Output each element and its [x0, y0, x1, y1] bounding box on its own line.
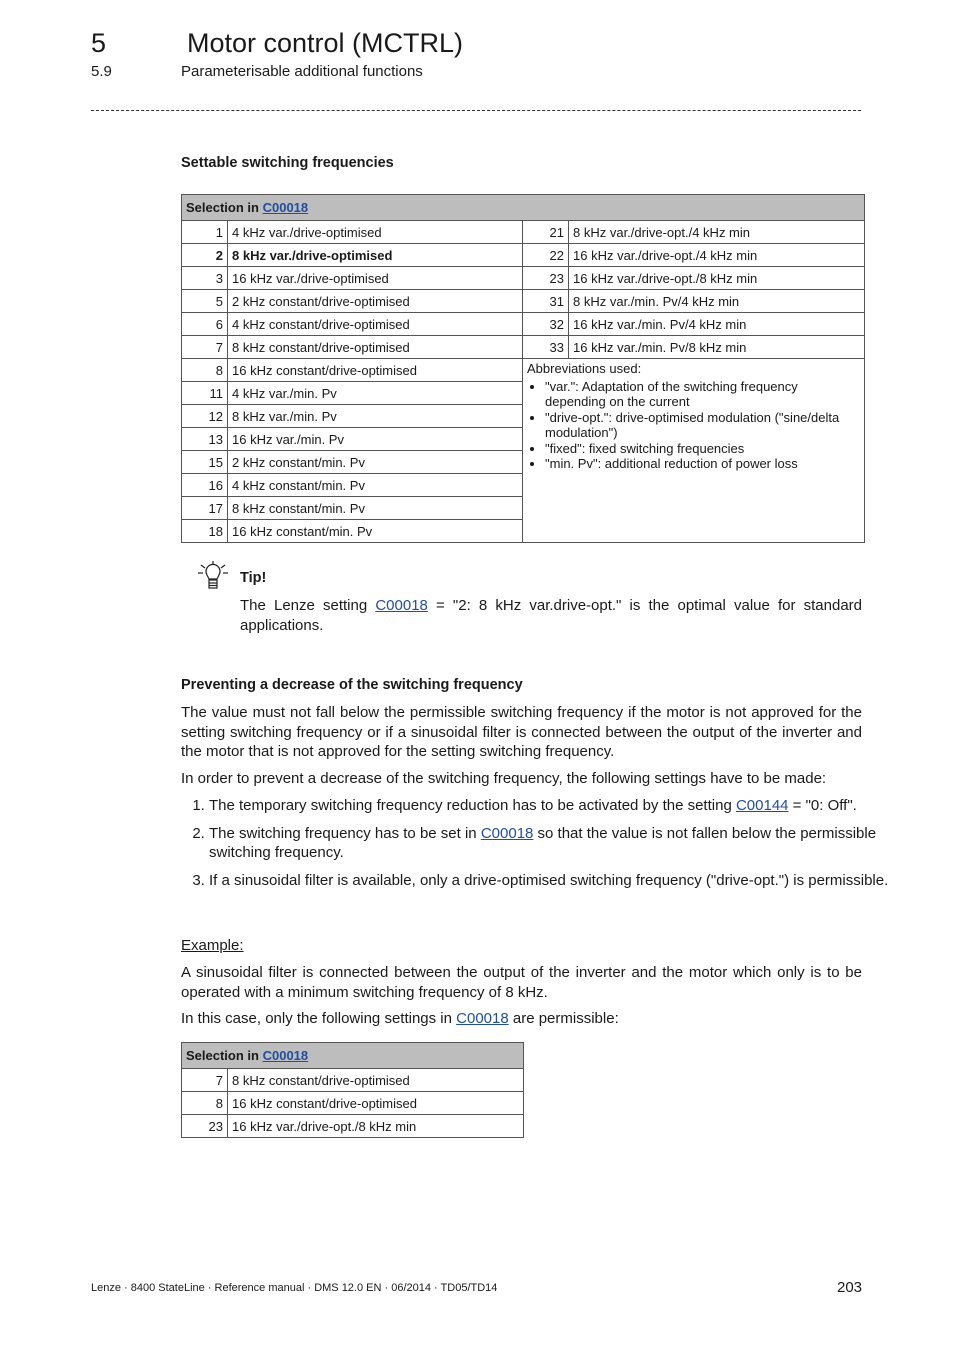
example-label: Example:: [181, 937, 244, 954]
row-description: 16 kHz constant/drive-optimised: [228, 1092, 524, 1115]
abbreviation-item: • "min. Pv": additional reduction of power loss: [545, 456, 860, 472]
table-row: [182, 1115, 524, 1138]
case-text: [181, 1009, 862, 1029]
row-number: 22: [523, 244, 569, 267]
row-description: 8 kHz var./min. Pv: [228, 405, 523, 428]
row-description: 16 kHz var./drive-opt./8 kHz min: [228, 1115, 524, 1138]
step-item: [209, 871, 889, 891]
section-title: Parameterisable additional functions: [181, 63, 423, 80]
row-number: 31: [523, 290, 569, 313]
row-number: 6: [182, 313, 228, 336]
lightbulb-icon: [196, 561, 232, 595]
permissible-header-label: Selection in: [186, 1048, 259, 1063]
row-description: 16 kHz var./drive-opt./8 kHz min: [569, 267, 865, 290]
table-row: [182, 267, 865, 290]
row-description: 16 kHz var./drive-optimised: [228, 267, 523, 290]
steps-list: [181, 796, 889, 898]
table-row: [182, 336, 865, 359]
abbreviation-item: • "fixed": fixed switching frequencies: [545, 441, 860, 457]
permissible-table-header: [182, 1043, 524, 1069]
case-text-before: In this case, only the following settings in: [181, 1010, 457, 1027]
row-description: 4 kHz constant/drive-optimised: [228, 313, 523, 336]
abbreviations-list: [527, 379, 860, 472]
step-item: [209, 796, 889, 816]
abbreviation-item: • "drive-opt.": drive-optimised modulation ("sine/delta modulation"): [545, 410, 860, 441]
table-row: [182, 1069, 524, 1092]
row-description: 16 kHz var./min. Pv/4 kHz min: [569, 313, 865, 336]
row-number: 1: [182, 221, 228, 244]
table-header-label: Selection in: [186, 200, 259, 215]
row-number: 2: [182, 244, 228, 267]
page-number: 203: [837, 1279, 863, 1296]
table-row: [182, 313, 865, 336]
row-number: 18: [182, 520, 228, 543]
row-number: 23: [182, 1115, 228, 1138]
row-description: 16 kHz var./min. Pv/8 kHz min: [569, 336, 865, 359]
tip-c00018-link[interactable]: C00018: [375, 597, 428, 614]
table-row: [182, 359, 865, 382]
row-number: 16: [182, 474, 228, 497]
row-number: 3: [182, 267, 228, 290]
step-parameter-link[interactable]: C00018: [480, 824, 534, 842]
row-number: 13: [182, 428, 228, 451]
table-row: [182, 1092, 524, 1115]
row-number: 7: [182, 1069, 228, 1092]
row-number: 21: [523, 221, 569, 244]
c00018-link[interactable]: C00018: [262, 200, 309, 215]
row-description: 4 kHz var./min. Pv: [228, 382, 523, 405]
chapter-title: Motor control (MCTRL): [187, 28, 464, 58]
row-description: 8 kHz constant/min. Pv: [228, 497, 523, 520]
step-text-after: = "0: Off".: [788, 797, 857, 814]
preventing-heading: Preventing a decrease of the switching frequency: [181, 677, 523, 693]
row-number: 23: [523, 267, 569, 290]
row-number: 8: [182, 1092, 228, 1115]
row-number: 12: [182, 405, 228, 428]
footer-text: Lenze · 8400 StateLine · Reference manual · DMS 12.0 EN · 06/2014 · TD05/TD14: [91, 1282, 498, 1294]
row-description: 16 kHz constant/min. Pv: [228, 520, 523, 543]
tip-text: [240, 596, 862, 635]
row-description: 8 kHz var./drive-opt./4 kHz min: [569, 221, 865, 244]
settable-heading: Settable switching frequencies: [181, 155, 394, 171]
row-description: 16 kHz constant/drive-optimised: [228, 359, 523, 382]
abbreviations-title: Abbreviations used:: [527, 361, 642, 376]
row-number: 11: [182, 382, 228, 405]
step-text-after: so that the value is not fallen below the permissible switching frequency.: [209, 824, 877, 861]
step-text-before: The switching frequency has to be set in: [209, 824, 481, 842]
switching-frequency-table: [181, 194, 865, 543]
abbreviations-cell: [523, 359, 865, 543]
row-description: 4 kHz constant/min. Pv: [228, 474, 523, 497]
case-text-after: are permissible:: [508, 1010, 619, 1027]
row-description: 8 kHz var./min. Pv/4 kHz min: [569, 290, 865, 313]
abbreviation-item: • "var.": Adaptation of the switching frequency depending on the current: [545, 379, 860, 410]
case-c00018-link[interactable]: C00018: [456, 1010, 509, 1027]
step-item: [209, 824, 889, 863]
example-text: A sinusoidal filter is connected between the output of the inverter and the motor which only is to be operated with a minimum switching frequency of 8 kHz.: [181, 964, 862, 1001]
row-description: 8 kHz constant/drive-optimised: [228, 1069, 524, 1092]
row-number: 33: [523, 336, 569, 359]
tip-text-after: = "2: 8 kHz var.drive-opt." is the optimal value for standard applications.: [240, 597, 863, 634]
table-row: [182, 221, 865, 244]
tip-text-before: The Lenze setting: [240, 597, 376, 614]
row-number: 7: [182, 336, 228, 359]
tip-title: Tip!: [240, 570, 267, 586]
row-description: 8 kHz var./drive-optimised: [228, 244, 523, 267]
row-number: 32: [523, 313, 569, 336]
permissible-c00018-link[interactable]: C00018: [262, 1048, 309, 1063]
header-divider: [91, 110, 861, 111]
preventing-paragraph-2: In order to prevent a decrease of the switching frequency, the following settings have to be made:: [181, 770, 827, 787]
row-description: 16 kHz var./drive-opt./4 kHz min: [569, 244, 865, 267]
row-description: 4 kHz var./drive-optimised: [228, 221, 523, 244]
step-text-before: If a sinusoidal filter is available, only a drive-optimised switching frequency ("drive-opt.") is permissible.: [209, 871, 889, 889]
chapter-number: 5: [91, 28, 107, 58]
section-number: 5.9: [91, 63, 112, 80]
step-parameter-link[interactable]: C00144: [735, 797, 789, 814]
row-description: 2 kHz constant/min. Pv: [228, 451, 523, 474]
row-description: 8 kHz constant/drive-optimised: [228, 336, 523, 359]
row-description: 2 kHz constant/drive-optimised: [228, 290, 523, 313]
step-text-before: The temporary switching frequency reduction has to be activated by the setting: [209, 797, 736, 814]
row-number: 5: [182, 290, 228, 313]
table-header: [182, 195, 865, 221]
preventing-paragraph-1: The value must not fall below the permissible switching frequency if the motor is not approved for the setting switching frequency or if a sinusoidal filter is connected between the output of the inverter and the motor that is not approved for the setting switching frequency.: [181, 704, 862, 760]
row-number: 8: [182, 359, 228, 382]
row-description: 16 kHz var./min. Pv: [228, 428, 523, 451]
row-number: 17: [182, 497, 228, 520]
permissible-table: [181, 1042, 524, 1138]
table-row: [182, 290, 865, 313]
row-number: 15: [182, 451, 228, 474]
table-row: [182, 244, 865, 267]
